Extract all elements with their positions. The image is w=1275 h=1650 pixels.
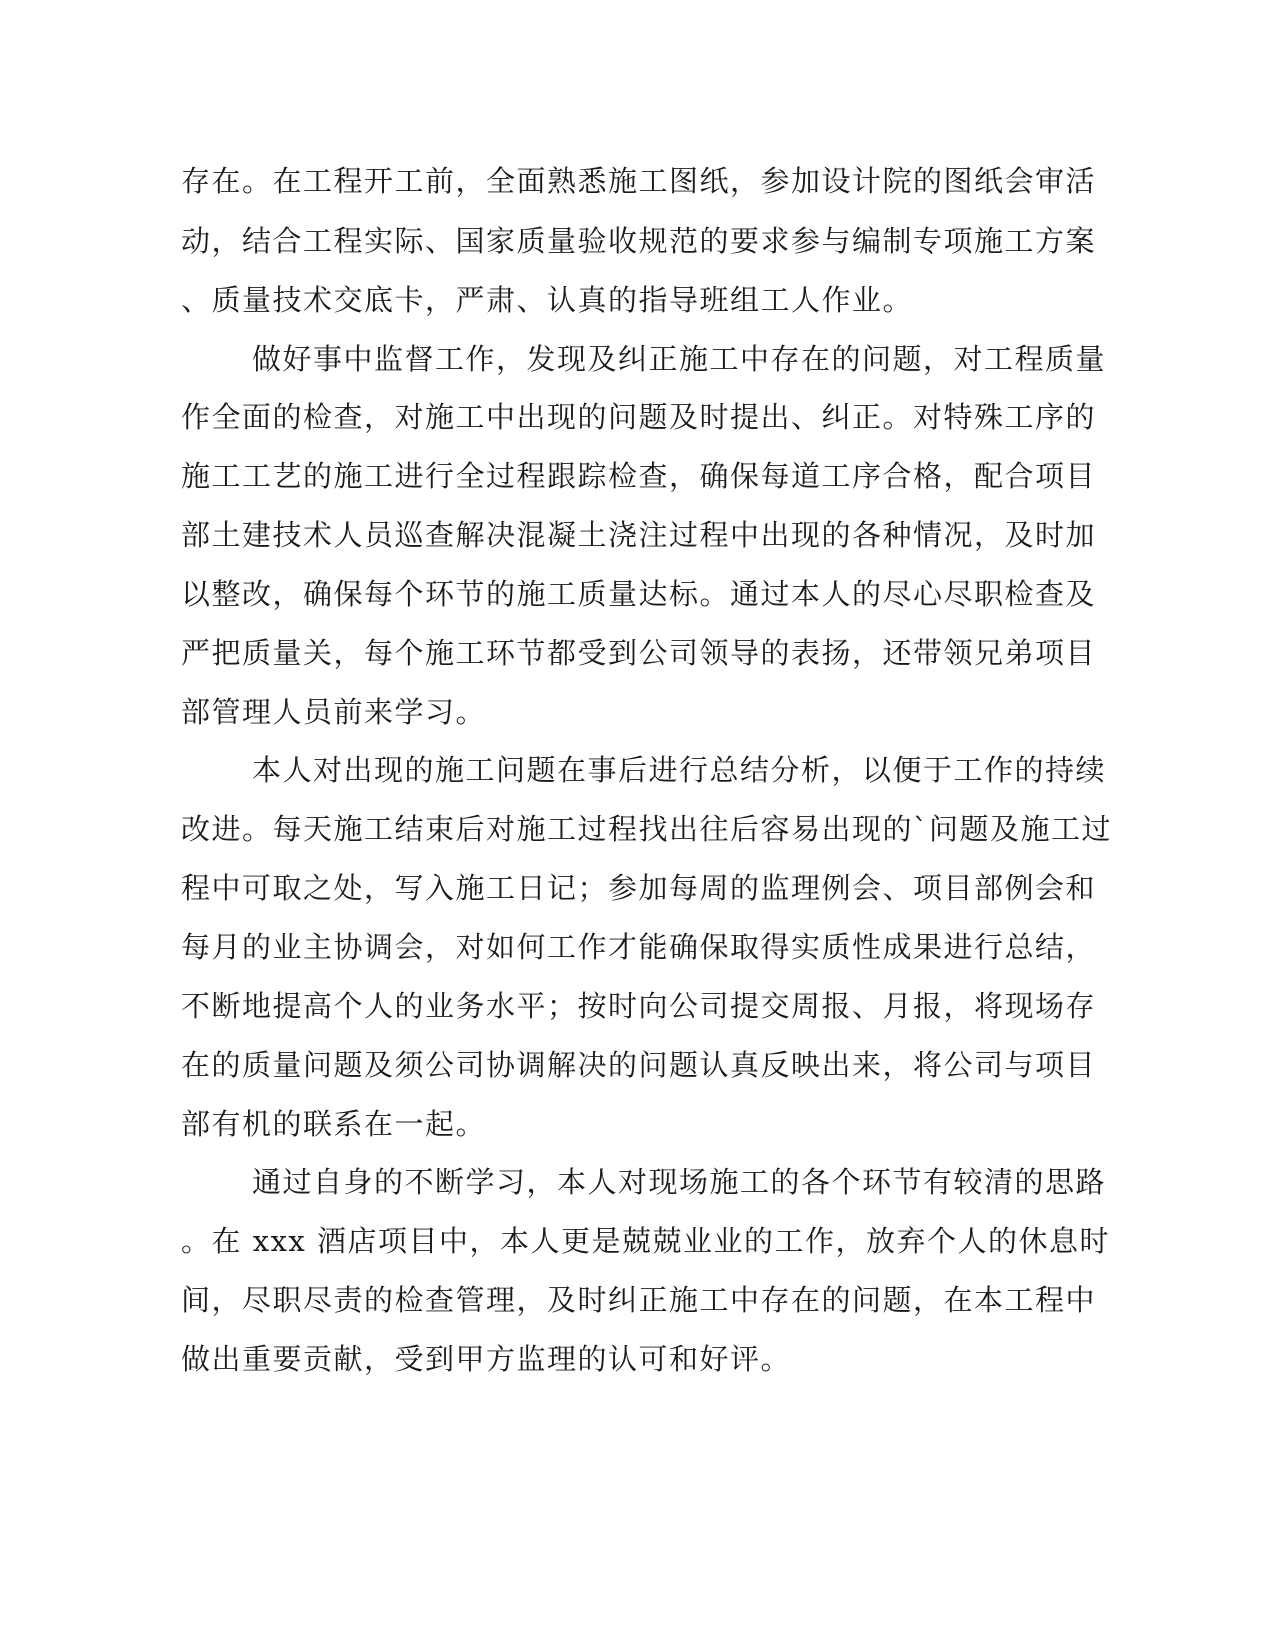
paragraph-line: 存在。在工程开工前，全面熟悉施工图纸，参加设计院的图纸会审活 (181, 164, 1097, 198)
paragraph-line: 做出重要贡献，受到甲方监理的认可和好评。 (181, 1342, 792, 1376)
paragraph-line: 本人对出现的施工问题在事后进行总结分析，以便于工作的持续 (252, 753, 1107, 787)
paragraph-line: 。在 xxx 酒店项目中，本人更是兢兢业业的工作，放弃个人的休息时 (181, 1224, 1111, 1258)
paragraph-line: 部有机的联系在一起。 (181, 1107, 487, 1141)
paragraph-line: 部管理人员前来学习。 (181, 695, 487, 729)
paragraph-line: 通过自身的不断学习，本人对现场施工的各个环节有较清的思路 (252, 1165, 1107, 1199)
paragraph-line: 部土建技术人员巡查解决混凝土浇注过程中出现的各种情况，及时加 (181, 518, 1097, 552)
paragraph-line: 间，尽职尽责的检查管理，及时纠正施工中存在的问题，在本工程中 (181, 1283, 1097, 1317)
paragraph-line: 做好事中监督工作，发现及纠正施工中存在的问题，对工程质量 (252, 342, 1107, 376)
paragraph-line: 程中可取之处，写入施工日记；参加每周的监理例会、项目部例会和 (181, 871, 1097, 905)
paragraph-line: 、质量技术交底卡，严肃、认真的指导班组工人作业。 (181, 283, 914, 317)
paragraph-line: 施工工艺的施工进行全过程跟踪检查，确保每道工序合格，配合项目 (181, 459, 1097, 493)
paragraph-line: 不断地提高个人的业务水平；按时向公司提交周报、月报，将现场存 (181, 989, 1097, 1023)
paragraph-line: 作全面的检查，对施工中出现的问题及时提出、纠正。对特殊工序的 (181, 400, 1097, 434)
paragraph-line: 严把质量关，每个施工环节都受到公司领导的表扬，还带领兄弟项目 (181, 636, 1097, 670)
paragraph-line: 在的质量问题及须公司协调解决的问题认真反映出来，将公司与项目 (181, 1048, 1097, 1082)
paragraph-line: 以整改，确保每个环节的施工质量达标。通过本人的尽心尽职检查及 (181, 577, 1097, 611)
paragraph-line: 每月的业主协调会，对如何工作才能确保取得实质性成果进行总结， (181, 930, 1097, 964)
paragraph-line: 改进。每天施工结束后对施工过程找出往后容易出现的`问题及施工过 (181, 812, 1113, 846)
paragraph-line: 动，结合工程实际、国家质量验收规范的要求参与编制专项施工方案 (181, 224, 1097, 258)
